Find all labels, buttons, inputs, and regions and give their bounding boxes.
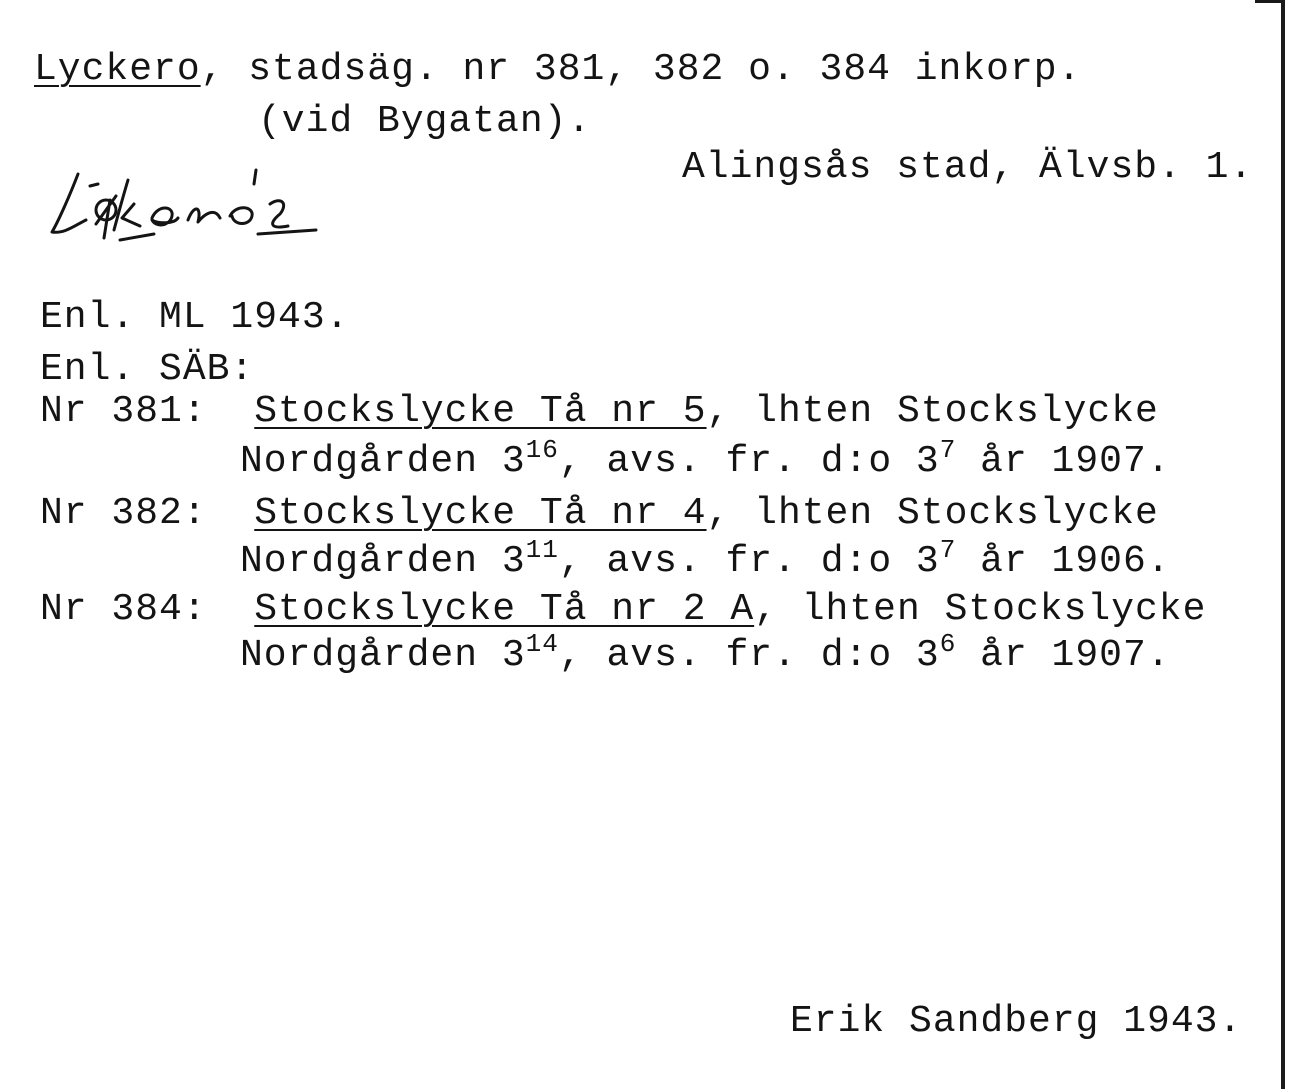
entry-mid: , avs. fr. d:o 3 <box>558 634 940 677</box>
entry-year: år 1907. <box>956 440 1171 483</box>
entry-name: Stockslycke Tå nr 2 A <box>254 588 755 631</box>
entry-year: år 1906. <box>956 540 1171 583</box>
entry-do-sup: 7 <box>939 535 957 565</box>
entry-381-line1 <box>40 390 1159 434</box>
entry-name: Stockslycke Tå nr 5 <box>254 390 707 433</box>
entry-number: Nr 381: <box>40 390 207 433</box>
entry-number: Nr 382: <box>40 492 207 535</box>
source-ml: Enl. ML 1943. <box>40 296 350 339</box>
entry-name: Stockslycke Tå nr 4 <box>254 492 707 535</box>
location: Alingsås stad, Älvsb. 1. <box>682 146 1254 189</box>
entry-place: Nordgården 3 <box>240 634 526 677</box>
entry-year: år 1907. <box>956 634 1171 677</box>
entry-place-sup: 11 <box>525 535 559 565</box>
entry-place-sup: 16 <box>525 435 559 465</box>
entry-detail: , lhten Stockslycke <box>754 588 1207 631</box>
header-subline: (vid Bygatan). <box>258 100 592 143</box>
place-description: , stadsäg. nr 381, 382 o. 384 inkorp. <box>200 48 1082 91</box>
entry-detail: , lhten Stockslycke <box>706 492 1159 535</box>
place-name: Lyckero <box>34 48 201 91</box>
entry-place-sup: 14 <box>525 629 559 659</box>
source-sab: Enl. SÄB: <box>40 348 255 391</box>
entry-381-line2 <box>240 435 1171 484</box>
signature: Erik Sandberg 1943. <box>790 1000 1243 1043</box>
entry-do-sup: 6 <box>939 629 957 659</box>
entry-place: Nordgården 3 <box>240 440 526 483</box>
entry-382-line2 <box>240 535 1171 584</box>
entry-number: Nr 384: <box>40 588 207 631</box>
entry-mid: , avs. fr. d:o 3 <box>558 440 940 483</box>
handwritten-pronunciation <box>48 160 348 255</box>
entry-384-line1 <box>40 588 1206 632</box>
entry-do-sup: 7 <box>939 435 957 465</box>
header-line <box>34 48 1081 92</box>
card-edge-right <box>1281 0 1285 1089</box>
entry-place: Nordgården 3 <box>240 540 526 583</box>
entry-384-line2 <box>240 629 1171 678</box>
entry-382-line1 <box>40 492 1159 536</box>
entry-mid: , avs. fr. d:o 3 <box>558 540 940 583</box>
entry-detail: , lhten Stockslycke <box>706 390 1159 433</box>
